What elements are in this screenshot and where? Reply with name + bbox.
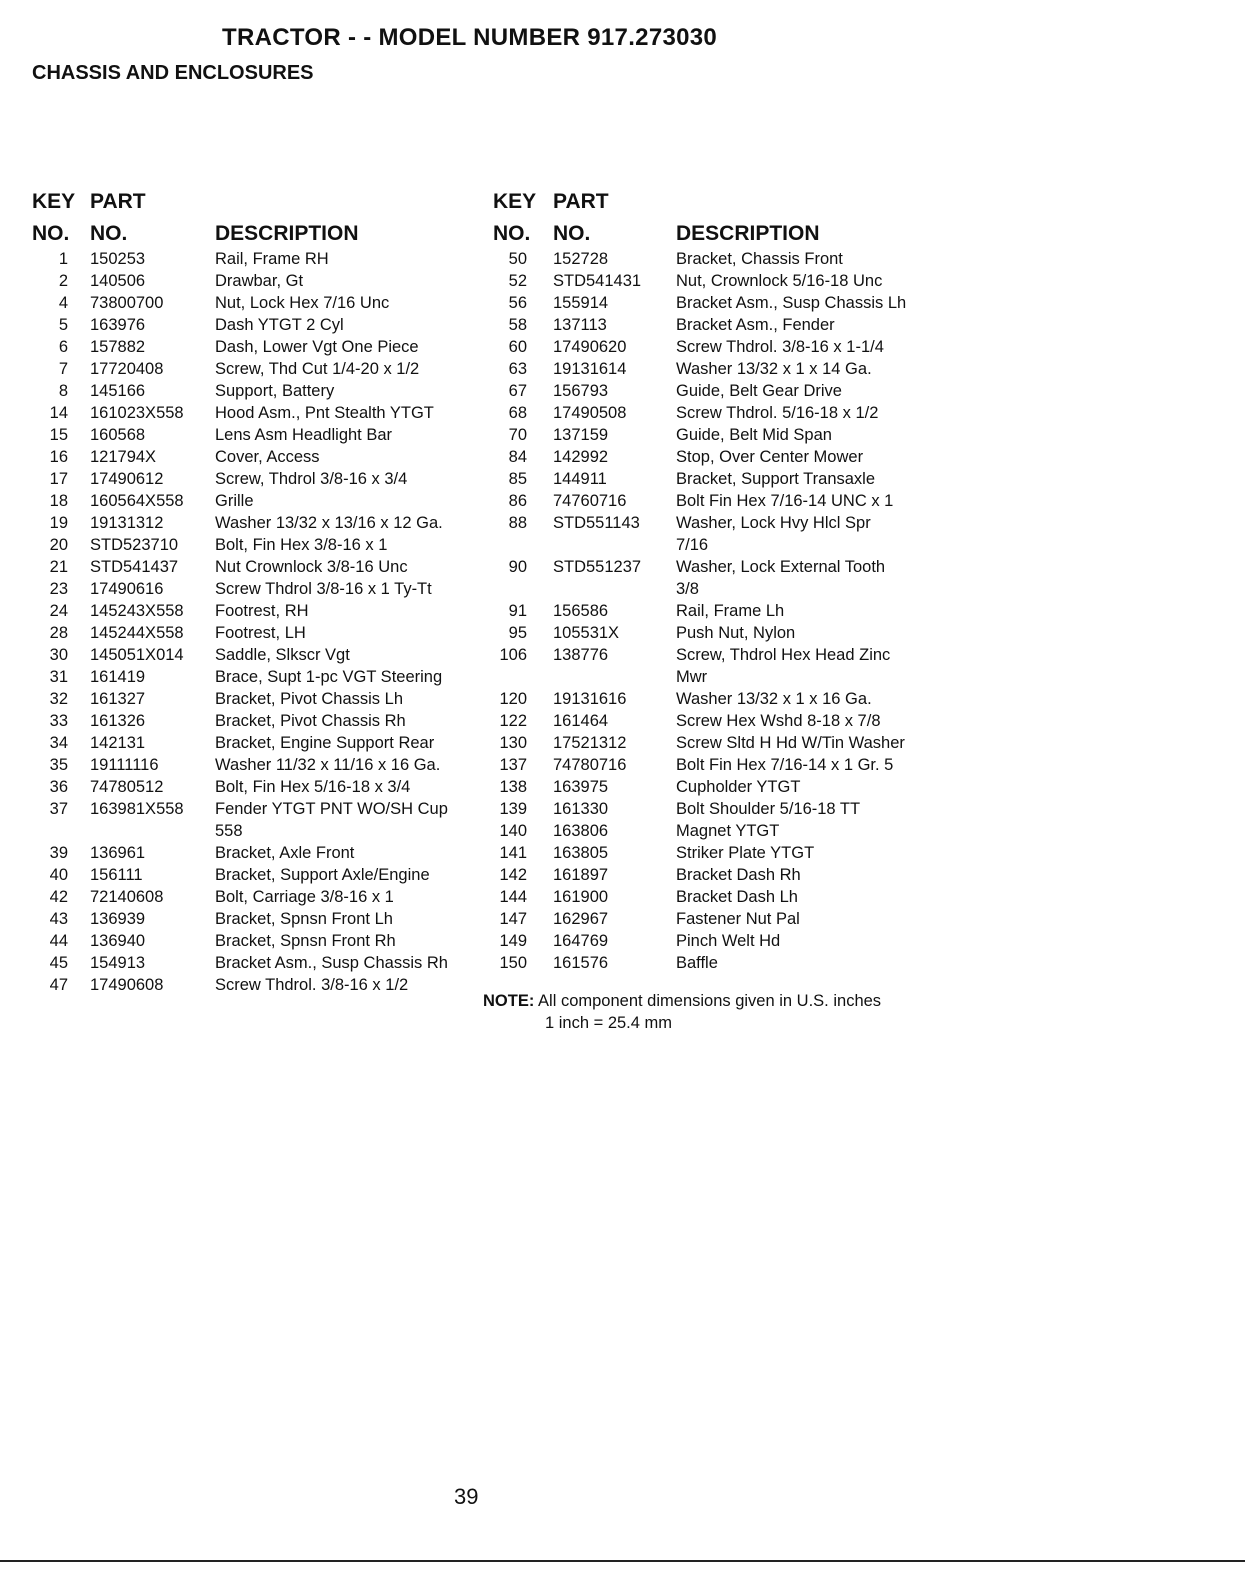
part-description: Nut, Crownlock 5/16-18 Unc — [676, 272, 883, 290]
part-description: Bracket Asm., Susp Chassis Rh — [215, 954, 448, 972]
key-number: 91 — [508, 602, 527, 620]
table-row — [493, 358, 933, 380]
table-row — [32, 468, 482, 490]
part-number: 152728 — [553, 250, 609, 268]
key-number: 85 — [508, 470, 527, 488]
key-number: 141 — [499, 844, 527, 862]
part-number: 164769 — [553, 932, 609, 950]
key-number: 20 — [49, 536, 68, 554]
part-description: Washer, Lock External Tooth 3/8 — [676, 558, 886, 598]
part-number: 72140608 — [90, 888, 164, 906]
part-number: 17521312 — [553, 734, 627, 752]
part-number: 161327 — [90, 690, 146, 708]
table-row — [493, 864, 933, 886]
part-header-line2: NO. — [90, 222, 128, 245]
part-number: 140506 — [90, 272, 146, 290]
page-number: 39 — [454, 1484, 479, 1509]
part-number: 160564X558 — [90, 492, 184, 510]
table-row — [493, 952, 933, 974]
part-description: Dash YTGT 2 Cyl — [215, 316, 344, 334]
key-number: 36 — [49, 778, 68, 796]
part-description: Screw Sltd H Hd W/Tin Washer — [676, 734, 905, 752]
key-number: 16 — [49, 448, 68, 466]
part-description: Baffle — [676, 954, 718, 972]
table-row — [32, 292, 482, 314]
table-row — [493, 798, 933, 820]
table-row — [32, 952, 482, 974]
part-number: 142992 — [553, 448, 609, 466]
part-description: Washer, Lock Hvy Hlcl Spr 7/16 — [676, 514, 871, 554]
table-row — [493, 336, 933, 358]
key-number: 140 — [499, 822, 527, 840]
table-header — [493, 190, 933, 248]
table-row — [493, 446, 933, 468]
part-number: 161023X558 — [90, 404, 184, 422]
part-number: 138776 — [553, 646, 609, 664]
table-row — [493, 820, 933, 842]
part-description: Washer 13/32 x 1 x 14 Ga. — [676, 360, 872, 378]
key-number: 58 — [508, 316, 527, 334]
parts-table-left — [32, 190, 482, 996]
key-number: 4 — [58, 294, 68, 312]
part-number: 17490608 — [90, 976, 164, 994]
part-number: 74780512 — [90, 778, 164, 796]
table-row — [32, 710, 482, 732]
part-number: 163805 — [553, 844, 609, 862]
part-header-line2: NO. — [553, 222, 591, 245]
key-number: 147 — [499, 910, 527, 928]
part-description: Dash, Lower Vgt One Piece — [215, 338, 419, 356]
key-number: 50 — [508, 250, 527, 268]
part-number: 145243X558 — [90, 602, 184, 620]
table-row — [493, 402, 933, 424]
table-row — [32, 578, 482, 600]
part-number: 163981X558 — [90, 800, 184, 818]
part-description: Washer 13/32 x 13/16 x 12 Ga. — [215, 514, 443, 532]
table-row — [32, 842, 482, 864]
key-number: 39 — [49, 844, 68, 862]
part-number: 161464 — [553, 712, 609, 730]
key-number: 1 — [58, 250, 68, 268]
part-description: Washer 11/32 x 11/16 x 16 Ga. — [215, 756, 441, 774]
part-description: Bracket, Axle Front — [215, 844, 355, 862]
table-row — [493, 908, 933, 930]
part-description: Bracket, Support Axle/Engine — [215, 866, 430, 884]
key-number: 5 — [58, 316, 68, 334]
table-row — [493, 886, 933, 908]
key-number: 52 — [508, 272, 527, 290]
part-number: 154913 — [90, 954, 146, 972]
table-row — [493, 688, 933, 710]
part-number: STD551237 — [553, 558, 642, 576]
key-number: 19 — [49, 514, 68, 532]
part-number: 17490508 — [553, 404, 627, 422]
table-row — [32, 248, 482, 270]
part-description: Saddle, Slkscr Vgt — [215, 646, 350, 664]
part-description: Nut, Lock Hex 7/16 Unc — [215, 294, 390, 312]
table-row — [32, 534, 482, 556]
part-description: Brace, Supt 1-pc VGT Steering — [215, 668, 443, 686]
part-description: Bolt Fin Hex 7/16-14 UNC x 1 — [676, 492, 894, 510]
part-description: Push Nut, Nylon — [676, 624, 796, 642]
table-row — [493, 754, 933, 776]
table-row — [493, 732, 933, 754]
table-row — [493, 468, 933, 490]
part-description: Bolt, Fin Hex 5/16-18 x 3/4 — [215, 778, 411, 796]
part-description: Bracket, Chassis Front — [676, 250, 843, 268]
table-header — [32, 190, 482, 248]
part-description: Screw, Thd Cut 1/4-20 x 1/2 — [215, 360, 420, 378]
part-number: 162967 — [553, 910, 609, 928]
part-description: Guide, Belt Mid Span — [676, 426, 832, 444]
part-number: 17490620 — [553, 338, 627, 356]
table-row — [493, 556, 933, 600]
key-number: 8 — [58, 382, 68, 400]
part-number: 163975 — [553, 778, 609, 796]
part-number: 137113 — [553, 316, 607, 334]
table-row — [32, 380, 482, 402]
key-number: 86 — [508, 492, 527, 510]
table-row — [493, 270, 933, 292]
table-row — [493, 776, 933, 798]
part-description: Screw, Thdrol Hex Head Zinc Mwr — [676, 646, 891, 686]
key-number: 24 — [49, 602, 68, 620]
key-number: 43 — [49, 910, 68, 928]
note-line2: 1 inch = 25.4 mm — [545, 1014, 673, 1032]
key-number: 21 — [49, 558, 68, 576]
part-number: 161330 — [553, 800, 609, 818]
part-description: Bracket, Pivot Chassis Lh — [215, 690, 403, 708]
table-row — [32, 490, 482, 512]
description-header: DESCRIPTION — [676, 222, 820, 245]
part-description: Rail, Frame RH — [215, 250, 329, 268]
key-number: 47 — [49, 976, 68, 994]
table-row — [32, 556, 482, 578]
key-number: 17 — [49, 470, 68, 488]
table-row — [32, 886, 482, 908]
key-number: 18 — [49, 492, 68, 510]
key-header-line1: KEY — [32, 190, 76, 213]
key-number: 106 — [499, 646, 527, 664]
key-number: 40 — [49, 866, 68, 884]
part-description: Screw Thdrol. 5/16-18 x 1/2 — [676, 404, 879, 422]
part-number: 157882 — [90, 338, 146, 356]
part-number: 161897 — [553, 866, 609, 884]
part-number: 19111116 — [90, 756, 159, 774]
table-row — [32, 864, 482, 886]
part-description: Rail, Frame Lh — [676, 602, 785, 620]
table-row — [493, 710, 933, 732]
table-row — [493, 622, 933, 644]
table-row — [493, 314, 933, 336]
part-number: 136940 — [90, 932, 146, 950]
key-number: 139 — [499, 800, 527, 818]
key-number: 142 — [499, 866, 527, 884]
key-number: 32 — [49, 690, 68, 708]
part-description: Guide, Belt Gear Drive — [676, 382, 842, 400]
table-row — [32, 644, 482, 666]
key-number: 120 — [499, 690, 527, 708]
key-number: 56 — [508, 294, 527, 312]
part-number: 144911 — [553, 470, 607, 488]
key-number: 23 — [49, 580, 68, 598]
note-label: NOTE: — [483, 992, 535, 1010]
table-row — [493, 424, 933, 446]
table-row — [32, 270, 482, 292]
key-number: 7 — [58, 360, 68, 378]
part-number: 17490616 — [90, 580, 164, 598]
part-description: Washer 13/32 x 1 x 16 Ga. — [676, 690, 872, 708]
key-number: 35 — [49, 756, 68, 774]
page-title: TRACTOR - - MODEL NUMBER 917.273030 — [222, 24, 718, 51]
part-description: Magnet YTGT — [676, 822, 780, 840]
key-number: 15 — [49, 426, 68, 444]
table-row — [32, 974, 482, 996]
key-number: 150 — [499, 954, 527, 972]
key-number: 149 — [499, 932, 527, 950]
part-description: Support, Battery — [215, 382, 335, 400]
table-row — [32, 754, 482, 776]
part-description: Cover, Access — [215, 448, 320, 466]
key-number: 68 — [508, 404, 527, 422]
parts-rows-left — [32, 248, 482, 996]
key-number: 28 — [49, 624, 68, 642]
part-description: Bracket, Pivot Chassis Rh — [215, 712, 406, 730]
table-row — [32, 424, 482, 446]
key-number: 144 — [499, 888, 527, 906]
key-number: 14 — [49, 404, 68, 422]
part-number: 161576 — [553, 954, 609, 972]
part-number: 136939 — [90, 910, 146, 928]
part-number: 163976 — [90, 316, 146, 334]
part-number: 156586 — [553, 602, 609, 620]
part-description: Screw, Thdrol 3/8-16 x 3/4 — [215, 470, 408, 488]
table-row — [32, 446, 482, 468]
key-number: 2 — [58, 272, 68, 290]
table-row — [32, 512, 482, 534]
table-row — [493, 512, 933, 556]
note-line1: All component dimensions given in U.S. inches — [538, 992, 882, 1010]
table-row — [32, 930, 482, 952]
table-row — [32, 622, 482, 644]
table-row — [32, 908, 482, 930]
table-row — [32, 336, 482, 358]
part-number: STD551143 — [553, 514, 640, 532]
part-number: 74780716 — [553, 756, 627, 774]
part-number: 150253 — [90, 250, 146, 268]
part-description: Bracket Dash Rh — [676, 866, 801, 884]
footer-rule — [0, 1560, 1245, 1562]
table-row — [32, 358, 482, 380]
key-header-line2: NO. — [32, 222, 70, 245]
key-number: 30 — [49, 646, 68, 664]
part-number: STD541437 — [90, 558, 179, 576]
part-description: Fender YTGT PNT WO/SH Cup 558 — [215, 800, 448, 840]
part-number: 163806 — [553, 822, 609, 840]
part-description: Footrest, LH — [215, 624, 306, 642]
part-number: 160568 — [90, 426, 146, 444]
table-row — [32, 732, 482, 754]
key-number: 34 — [49, 734, 68, 752]
parts-table-right — [493, 190, 933, 974]
part-number: 156111 — [90, 866, 143, 884]
key-number: 95 — [508, 624, 527, 642]
parts-rows-right — [493, 248, 933, 974]
part-description: Lens Asm Headlight Bar — [215, 426, 393, 444]
part-number: 161900 — [553, 888, 609, 906]
table-row — [493, 292, 933, 314]
part-description: Bolt Shoulder 5/16-18 TT — [676, 800, 861, 818]
part-description: Bracket, Support Transaxle — [676, 470, 876, 488]
part-number: 17720408 — [90, 360, 164, 378]
part-number: 105531X — [553, 624, 620, 642]
part-description: Striker Plate YTGT — [676, 844, 815, 862]
part-number: 155914 — [553, 294, 609, 312]
table-row — [493, 842, 933, 864]
table-row — [493, 600, 933, 622]
part-number: 19131616 — [553, 690, 627, 708]
part-description: Bolt, Fin Hex 3/8-16 x 1 — [215, 536, 388, 554]
part-number: 145244X558 — [90, 624, 184, 642]
key-number: 90 — [508, 558, 527, 576]
part-number: 19131614 — [553, 360, 627, 378]
table-row — [493, 380, 933, 402]
part-description: Footrest, RH — [215, 602, 309, 620]
part-header-line1: PART — [90, 190, 146, 213]
part-number: 137159 — [553, 426, 609, 444]
table-row — [493, 644, 933, 688]
part-number: 161326 — [90, 712, 146, 730]
part-description: Grille — [215, 492, 254, 510]
part-number: 161419 — [90, 668, 146, 686]
part-description: Cupholder YTGT — [676, 778, 801, 796]
part-number: 136961 — [90, 844, 146, 862]
part-number: 142131 — [90, 734, 146, 752]
table-row — [493, 930, 933, 952]
key-number: 42 — [49, 888, 68, 906]
part-description: Screw Thdrol. 3/8-16 x 1/2 — [215, 976, 409, 994]
key-header-line2: NO. — [493, 222, 531, 245]
key-number: 33 — [49, 712, 68, 730]
key-number: 67 — [508, 382, 527, 400]
table-row — [32, 666, 482, 688]
part-number: STD523710 — [90, 536, 179, 554]
table-row — [32, 776, 482, 798]
description-header: DESCRIPTION — [215, 222, 359, 245]
part-description: Nut Crownlock 3/8-16 Unc — [215, 558, 408, 576]
table-row — [32, 402, 482, 424]
table-row — [493, 248, 933, 270]
part-number: 17490612 — [90, 470, 164, 488]
key-header-line1: KEY — [493, 190, 537, 213]
key-number: 6 — [58, 338, 68, 356]
table-row — [32, 798, 482, 842]
key-number: 88 — [508, 514, 527, 532]
part-header-line1: PART — [553, 190, 609, 213]
table-row — [32, 688, 482, 710]
part-description: Bracket, Engine Support Rear — [215, 734, 435, 752]
key-number: 45 — [49, 954, 68, 972]
part-description: Fastener Nut Pal — [676, 910, 800, 928]
table-row — [493, 490, 933, 512]
part-description: Screw Hex Wshd 8-18 x 7/8 — [676, 712, 881, 730]
part-number: 74760716 — [553, 492, 627, 510]
part-description: Bracket, Spnsn Front Rh — [215, 932, 396, 950]
part-description: Screw Thdrol 3/8-16 x 1 Ty-Tt — [215, 580, 432, 598]
key-number: 137 — [499, 756, 527, 774]
dimension-note — [483, 990, 881, 1034]
key-number: 122 — [499, 712, 527, 730]
part-description: Drawbar, Gt — [215, 272, 304, 290]
part-number: 19131312 — [90, 514, 164, 532]
table-row — [32, 314, 482, 336]
part-number: 156793 — [553, 382, 609, 400]
key-number: 84 — [508, 448, 527, 466]
part-description: Bracket, Spnsn Front Lh — [215, 910, 393, 928]
key-number: 60 — [508, 338, 527, 356]
key-number: 44 — [49, 932, 68, 950]
part-description: Bracket Asm., Susp Chassis Lh — [676, 294, 907, 312]
table-row — [32, 600, 482, 622]
part-description: Hood Asm., Pnt Stealth YTGT — [215, 404, 434, 422]
part-description: Pinch Welt Hd — [676, 932, 781, 950]
part-description: Screw Thdrol. 3/8-16 x 1-1/4 — [676, 338, 884, 356]
part-number: 73800700 — [90, 294, 164, 312]
part-description: Bolt Fin Hex 7/16-14 x 1 Gr. 5 — [676, 756, 894, 774]
part-number: STD541431 — [553, 272, 642, 290]
key-number: 37 — [49, 800, 68, 818]
key-number: 138 — [499, 778, 527, 796]
key-number: 70 — [508, 426, 527, 444]
part-description: Stop, Over Center Mower — [676, 448, 864, 466]
part-description: Bracket Asm., Fender — [676, 316, 835, 334]
part-description: Bracket Dash Lh — [676, 888, 798, 906]
key-number: 63 — [508, 360, 527, 378]
part-number: 145051X014 — [90, 646, 184, 664]
part-description: Bolt, Carriage 3/8-16 x 1 — [215, 888, 394, 906]
part-number: 145166 — [90, 382, 146, 400]
key-number: 31 — [49, 668, 68, 686]
part-number: 121794X — [90, 448, 157, 466]
section-title: CHASSIS AND ENCLOSURES — [32, 62, 314, 84]
key-number: 130 — [499, 734, 527, 752]
